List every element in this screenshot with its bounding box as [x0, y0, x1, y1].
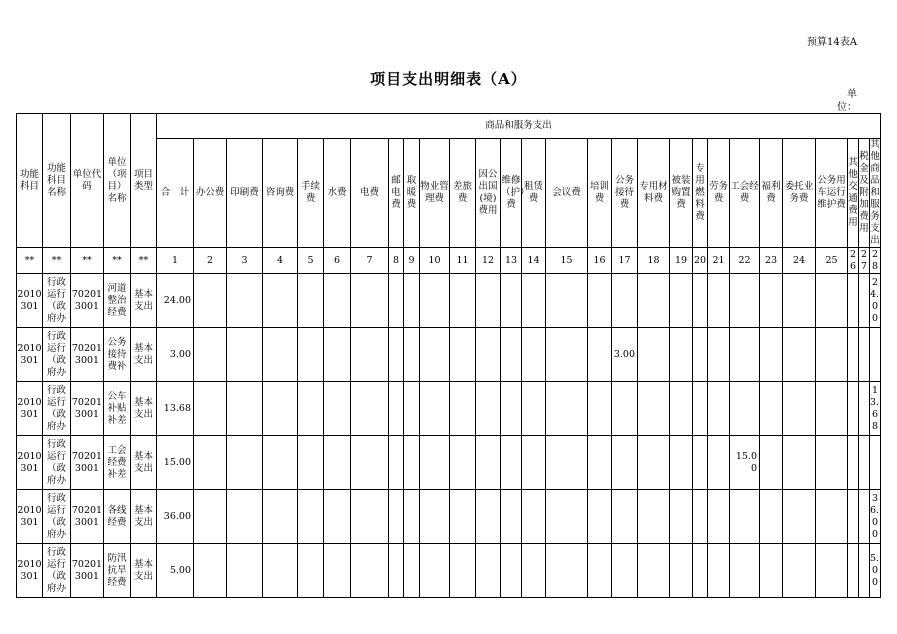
cell-value-6: [324, 544, 351, 598]
index-number-cell: 17: [612, 248, 638, 274]
cell-value-15: [546, 382, 588, 436]
col-header-sub-10: 物业管理费: [420, 139, 450, 248]
cell-value-26: [848, 490, 859, 544]
cell-value-2: [194, 274, 227, 328]
col-header-sub-18: 专用材料费: [638, 139, 670, 248]
col-header-sub-9: 取暖费: [404, 139, 420, 248]
index-number-cell: 2: [194, 248, 227, 274]
index-number-cell: 20: [693, 248, 708, 274]
index-number-cell: 6: [324, 248, 351, 274]
cell-value-9: [404, 490, 420, 544]
cell-value-6: [324, 382, 351, 436]
index-row: [17, 248, 881, 274]
cell-value-25: [816, 274, 848, 328]
col-header-sub-15: 会议费: [546, 139, 588, 248]
cell-value-9: [404, 544, 420, 598]
cell-value-12: [476, 328, 501, 382]
cell-project-name: 防汛抗旱经费: [104, 544, 131, 598]
cell-value-12: [476, 436, 501, 490]
col-header-project-type: 项目类型: [131, 114, 157, 248]
cell-func-code: 2010301: [17, 328, 43, 382]
cell-func-name: 行政运行（政府办: [43, 436, 71, 490]
cell-value-27: [859, 382, 870, 436]
cell-value-10: [420, 436, 450, 490]
index-number-cell: 28: [870, 248, 881, 274]
cell-value-2: [194, 436, 227, 490]
cell-value-8: [389, 274, 404, 328]
cell-value-19: [670, 274, 693, 328]
cell-project-type: 基本支出: [131, 490, 157, 544]
cell-value-15: [546, 544, 588, 598]
cell-value-8: [389, 328, 404, 382]
cell-value-9: [404, 328, 420, 382]
index-number-cell: 13: [501, 248, 522, 274]
cell-value-22: [730, 328, 760, 382]
cell-value-23: [760, 544, 783, 598]
cell-value-20: [693, 436, 708, 490]
col-header-sub-4: 咨询费: [263, 139, 298, 248]
cell-value-16: [588, 382, 612, 436]
cell-value-26: [848, 544, 859, 598]
cell-value-6: [324, 436, 351, 490]
cell-func-name: 行政运行（政府办: [43, 382, 71, 436]
cell-value-5: [298, 436, 324, 490]
cell-value-6: [324, 328, 351, 382]
index-number-cell: 14: [522, 248, 546, 274]
col-header-unit-project-name: 单位（项目）名称: [104, 114, 131, 248]
index-number-cell: 5: [298, 248, 324, 274]
cell-value-7: [351, 436, 389, 490]
cell-value-11: [450, 436, 476, 490]
cell-project-name: 工会经费补差: [104, 436, 131, 490]
index-number-cell: 12: [476, 248, 501, 274]
cell-value-11: [450, 490, 476, 544]
cell-value-25: [816, 382, 848, 436]
cell-value-24: [783, 274, 816, 328]
cell-value-2: [194, 490, 227, 544]
cell-value-13: [501, 274, 522, 328]
cell-value-23: [760, 382, 783, 436]
index-star-cell: **: [131, 248, 157, 274]
cell-func-code: 2010301: [17, 274, 43, 328]
cell-value-15: [546, 274, 588, 328]
cell-value-21: [708, 436, 730, 490]
cell-value-23: [760, 274, 783, 328]
cell-value-27: [859, 274, 870, 328]
cell-unit-code: 702013001: [71, 490, 104, 544]
cell-value-20: [693, 382, 708, 436]
index-number-cell: 24: [783, 248, 816, 274]
cell-value-24: [783, 328, 816, 382]
cell-value-18: [638, 274, 670, 328]
index-number-cell: 3: [227, 248, 263, 274]
cell-unit-code: 702013001: [71, 382, 104, 436]
cell-value-3: [227, 274, 263, 328]
index-number-cell: 26: [848, 248, 859, 274]
index-star-cell: **: [71, 248, 104, 274]
cell-value-25: [816, 490, 848, 544]
cell-value-28: 36.00: [870, 490, 881, 544]
cell-value-13: [501, 328, 522, 382]
expenditure-table: [16, 113, 881, 598]
cell-value-11: [450, 544, 476, 598]
cell-project-type: 基本支出: [131, 328, 157, 382]
cell-value-8: [389, 490, 404, 544]
cell-value-19: [670, 490, 693, 544]
index-number-cell: 25: [816, 248, 848, 274]
col-header-sub-19: 被装购置费: [670, 139, 693, 248]
cell-value-4: [263, 544, 298, 598]
cell-value-27: [859, 544, 870, 598]
index-number-cell: 1: [157, 248, 194, 274]
cell-value-5: [298, 328, 324, 382]
cell-value-18: [638, 328, 670, 382]
col-header-goods-services-group: 商品和服务支出: [157, 114, 881, 139]
cell-value-22: [730, 544, 760, 598]
cell-value-21: [708, 544, 730, 598]
cell-value-18: [638, 490, 670, 544]
col-header-sub-11: 差旅费: [450, 139, 476, 248]
cell-value-9: [404, 382, 420, 436]
cell-value-26: [848, 382, 859, 436]
cell-value-3: [227, 436, 263, 490]
cell-value-19: [670, 544, 693, 598]
col-header-sub-5: 手续费: [298, 139, 324, 248]
cell-project-name: 各线经费: [104, 490, 131, 544]
col-header-sub-23: 福利费: [760, 139, 783, 248]
col-header-sub-22: 工会经费: [730, 139, 760, 248]
col-header-sub-17: 公务接待费: [612, 139, 638, 248]
cell-value-20: [693, 544, 708, 598]
index-number-cell: 22: [730, 248, 760, 274]
cell-value-8: [389, 436, 404, 490]
cell-value-18: [638, 544, 670, 598]
cell-value-1: 3.00: [157, 328, 194, 382]
cell-value-7: [351, 328, 389, 382]
cell-value-17: [612, 544, 638, 598]
cell-value-12: [476, 274, 501, 328]
col-header-sub-26: 其他交通费用: [848, 139, 859, 248]
table-row: [17, 328, 881, 382]
cell-value-13: [501, 544, 522, 598]
cell-value-20: [693, 490, 708, 544]
col-header-sub-27: 税金及附加费用: [859, 139, 870, 248]
cell-project-name: 公车补贴补差: [104, 382, 131, 436]
index-number-cell: 4: [263, 248, 298, 274]
cell-value-16: [588, 274, 612, 328]
cell-value-26: [848, 436, 859, 490]
col-header-sub-12: 因公出国(境)费用: [476, 139, 501, 248]
cell-value-22: 15.00: [730, 436, 760, 490]
col-header-sub-28: 其他商品和服务支出: [870, 139, 880, 246]
index-number-cell: 11: [450, 248, 476, 274]
cell-unit-code: 702013001: [71, 274, 104, 328]
index-number-cell: 10: [420, 248, 450, 274]
cell-func-code: 2010301: [17, 382, 43, 436]
cell-func-code: 2010301: [17, 544, 43, 598]
cell-value-8: [389, 544, 404, 598]
index-number-cell: 27: [859, 248, 870, 274]
cell-value-5: [298, 274, 324, 328]
cell-value-16: [588, 328, 612, 382]
cell-value-20: [693, 328, 708, 382]
cell-value-4: [263, 490, 298, 544]
cell-value-13: [501, 382, 522, 436]
col-header-sub-16: 培训费: [588, 139, 612, 248]
cell-value-5: [298, 490, 324, 544]
cell-value-3: [227, 544, 263, 598]
index-number-cell: 18: [638, 248, 670, 274]
cell-value-14: [522, 382, 546, 436]
cell-value-26: [848, 328, 859, 382]
cell-value-21: [708, 328, 730, 382]
cell-value-11: [450, 274, 476, 328]
cell-value-18: [638, 382, 670, 436]
cell-value-21: [708, 274, 730, 328]
cell-value-7: [351, 490, 389, 544]
cell-value-15: [546, 436, 588, 490]
cell-value-23: [760, 436, 783, 490]
col-header-sub-24: 委托业务费: [783, 139, 816, 248]
cell-value-1: 13.68: [157, 382, 194, 436]
cell-value-11: [450, 328, 476, 382]
cell-value-5: [298, 382, 324, 436]
cell-value-1: 5.00: [157, 544, 194, 598]
cell-value-15: [546, 328, 588, 382]
cell-value-4: [263, 382, 298, 436]
col-header-sub-7: 电费: [351, 139, 389, 248]
cell-value-21: [708, 382, 730, 436]
cell-value-28: 24.00: [870, 274, 881, 328]
cell-value-12: [476, 544, 501, 598]
col-header-unit-code: 单位代码: [71, 114, 104, 248]
col-header-sub-3: 印刷费: [227, 139, 263, 248]
cell-value-4: [263, 328, 298, 382]
cell-value-7: [351, 382, 389, 436]
cell-value-11: [450, 382, 476, 436]
cell-value-15: [546, 490, 588, 544]
cell-value-3: [227, 382, 263, 436]
cell-value-14: [522, 490, 546, 544]
cell-value-16: [588, 490, 612, 544]
cell-func-name: 行政运行（政府办: [43, 490, 71, 544]
cell-value-10: [420, 328, 450, 382]
cell-value-2: [194, 328, 227, 382]
cell-value-5: [298, 544, 324, 598]
cell-value-14: [522, 328, 546, 382]
index-number-cell: 7: [351, 248, 389, 274]
cell-value-9: [404, 274, 420, 328]
cell-value-12: [476, 490, 501, 544]
index-star-cell: **: [104, 248, 131, 274]
cell-value-19: [670, 328, 693, 382]
cell-value-23: [760, 328, 783, 382]
col-header-sub-25: 公务用车运行维护费: [816, 139, 848, 248]
cell-value-4: [263, 274, 298, 328]
unit-label: 单位：: [837, 89, 857, 113]
cell-value-2: [194, 382, 227, 436]
index-number-cell: 16: [588, 248, 612, 274]
cell-value-4: [263, 436, 298, 490]
cell-value-16: [588, 544, 612, 598]
index-number-cell: 9: [404, 248, 420, 274]
cell-value-10: [420, 490, 450, 544]
cell-project-type: 基本支出: [131, 544, 157, 598]
index-star-cell: **: [17, 248, 43, 274]
cell-value-26: [848, 274, 859, 328]
cell-func-name: 行政运行（政府办: [43, 328, 71, 382]
cell-func-name: 行政运行（政府办: [43, 544, 71, 598]
cell-value-10: [420, 382, 450, 436]
cell-value-24: [783, 544, 816, 598]
header-row-1: [17, 114, 881, 139]
index-number-cell: 15: [546, 248, 588, 274]
cell-value-19: [670, 436, 693, 490]
cell-value-7: [351, 544, 389, 598]
col-header-sub-14: 租赁费: [522, 139, 546, 248]
cell-value-3: [227, 490, 263, 544]
cell-value-1: 15.00: [157, 436, 194, 490]
cell-value-6: [324, 490, 351, 544]
cell-value-16: [588, 436, 612, 490]
col-header-sub-21: 劳务费: [708, 139, 730, 248]
cell-value-24: [783, 382, 816, 436]
cell-value-25: [816, 544, 848, 598]
cell-value-25: [816, 436, 848, 490]
cell-project-type: 基本支出: [131, 382, 157, 436]
col-header-sub-8: 邮电费: [389, 139, 404, 248]
cell-value-13: [501, 436, 522, 490]
cell-value-28: [870, 328, 881, 382]
cell-value-17: [612, 274, 638, 328]
page-title: 项目支出明细表（A）: [370, 70, 527, 88]
col-header-sub-20: 专用燃料费: [693, 139, 708, 248]
index-number-cell: 21: [708, 248, 730, 274]
cell-value-7: [351, 274, 389, 328]
cell-value-23: [760, 490, 783, 544]
cell-value-14: [522, 544, 546, 598]
cell-value-22: [730, 490, 760, 544]
cell-func-code: 2010301: [17, 490, 43, 544]
cell-value-1: 36.00: [157, 490, 194, 544]
cell-value-22: [730, 382, 760, 436]
cell-value-6: [324, 274, 351, 328]
cell-unit-code: 702013001: [71, 328, 104, 382]
table-row: [17, 274, 881, 328]
cell-value-14: [522, 436, 546, 490]
cell-value-18: [638, 436, 670, 490]
cell-value-10: [420, 274, 450, 328]
cell-value-28: 13.68: [870, 382, 881, 436]
cell-value-22: [730, 274, 760, 328]
table-row: [17, 382, 881, 436]
cell-value-27: [859, 328, 870, 382]
col-header-sub-6: 水费: [324, 139, 351, 248]
table-row: [17, 490, 881, 544]
cell-project-type: 基本支出: [131, 274, 157, 328]
cell-value-17: [612, 436, 638, 490]
cell-value-27: [859, 436, 870, 490]
table-row: [17, 436, 881, 490]
index-star-cell: **: [43, 248, 71, 274]
col-header-sub-1: 合 计: [157, 139, 194, 248]
cell-value-28: 5.00: [870, 544, 881, 598]
cell-value-25: [816, 328, 848, 382]
table-row: [17, 544, 881, 598]
cell-project-name: 公务接待费补: [104, 328, 131, 382]
index-number-cell: 8: [389, 248, 404, 274]
cell-value-17: [612, 490, 638, 544]
cell-func-code: 2010301: [17, 436, 43, 490]
cell-value-13: [501, 490, 522, 544]
cell-value-12: [476, 382, 501, 436]
col-header-sub-2: 办公费: [194, 139, 227, 248]
budget-form-code: 预算14表A: [807, 37, 857, 48]
cell-unit-code: 702013001: [71, 436, 104, 490]
cell-project-name: 河道整治经费: [104, 274, 131, 328]
cell-unit-code: 702013001: [71, 544, 104, 598]
col-header-func-code: 功能科目: [17, 114, 43, 248]
cell-value-27: [859, 490, 870, 544]
cell-value-8: [389, 382, 404, 436]
cell-value-19: [670, 382, 693, 436]
col-header-func-name: 功能科目名称: [43, 114, 71, 248]
index-number-cell: 19: [670, 248, 693, 274]
cell-project-type: 基本支出: [131, 436, 157, 490]
cell-value-17: 3.00: [612, 328, 638, 382]
cell-value-17: [612, 382, 638, 436]
index-number-cell: 23: [760, 248, 783, 274]
cell-value-24: [783, 436, 816, 490]
cell-value-14: [522, 274, 546, 328]
cell-value-9: [404, 436, 420, 490]
cell-value-28: [870, 436, 881, 490]
cell-value-10: [420, 544, 450, 598]
cell-value-3: [227, 328, 263, 382]
cell-value-20: [693, 274, 708, 328]
cell-func-name: 行政运行（政府办: [43, 274, 71, 328]
cell-value-1: 24.00: [157, 274, 194, 328]
cell-value-21: [708, 490, 730, 544]
cell-value-2: [194, 544, 227, 598]
col-header-sub-13: 维修（护）费: [501, 139, 522, 248]
cell-value-24: [783, 490, 816, 544]
